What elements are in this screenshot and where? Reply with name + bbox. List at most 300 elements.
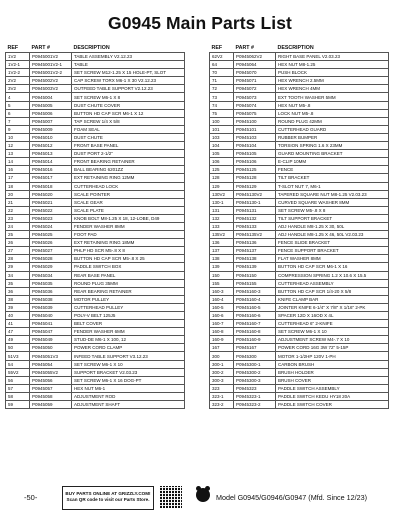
description-cell: EXT TOOTH WASHER 5MM: [276, 93, 389, 101]
table-row: [6, 368, 185, 376]
ref-cell: 323: [210, 384, 234, 392]
part-number-cell: P0945074: [234, 101, 276, 109]
page-number: -50-: [24, 493, 38, 502]
part-number-cell: P0945038: [30, 295, 72, 303]
description-cell: DUST CHUTE COVER: [72, 101, 185, 109]
ref-cell: 12: [6, 142, 30, 150]
part-number-cell: P0945130-1: [234, 198, 276, 206]
ref-cell: 6: [6, 109, 30, 117]
table-row: [6, 320, 185, 328]
ref-cell: 25: [6, 231, 30, 239]
description-cell: BRUSH HOLDER: [276, 368, 389, 376]
description-cell: MOTOR 1-1/2HP 120V 1-PH: [276, 352, 389, 360]
ref-cell: 64: [210, 61, 234, 69]
part-number-cell: P0945025: [30, 231, 72, 239]
description-cell: BALL BEARING 6201ZZ: [72, 166, 185, 174]
description-cell: SET SCREW M5-.8 X 8: [276, 206, 389, 214]
ref-cell: 10: [6, 133, 30, 141]
part-number-cell: P0945131: [234, 206, 276, 214]
part-number-cell: P0945133: [234, 222, 276, 230]
table-row: [6, 279, 185, 287]
table-row: [6, 206, 185, 214]
part-number-cell: P0945056: [30, 376, 72, 384]
description-cell: HEX NUT M5-.8: [276, 101, 389, 109]
table-row: [6, 150, 185, 158]
ref-cell: 58: [6, 392, 30, 400]
table-row: [210, 352, 389, 360]
ref-cell: 104: [210, 142, 234, 150]
page-footer: [0, 484, 400, 517]
part-number-cell: P0945167: [234, 344, 276, 352]
part-number-cell: P0945051V3: [30, 352, 72, 360]
part-number-cell: P0945075: [234, 109, 276, 117]
ref-cell: 136: [210, 239, 234, 247]
ref-cell: 18: [6, 182, 30, 190]
part-number-cell: P0945035: [30, 279, 72, 287]
ref-cell: 135V2: [210, 231, 234, 239]
grizzly-bear-logo-icon: [196, 488, 210, 502]
ref-cell: 72: [210, 85, 234, 93]
ref-cell: 29: [6, 263, 30, 271]
description-cell: DUST PORT 2-1/2": [72, 150, 185, 158]
table-row: [210, 109, 389, 117]
table-row: [210, 53, 389, 61]
description-cell: SCALE POINTER: [72, 190, 185, 198]
description-cell: T-SLOT NUT 7, M6-1: [276, 182, 389, 190]
table-row: [6, 263, 185, 271]
ref-cell: 100: [210, 117, 234, 125]
ref-cell: 155: [210, 279, 234, 287]
ref-cell: 160-6: [210, 312, 234, 320]
ref-cell: 137: [210, 247, 234, 255]
ref-cell: 28: [6, 255, 30, 263]
table-row: [210, 158, 389, 166]
ref-cell: 49: [6, 336, 30, 344]
ref-cell: 54: [6, 360, 30, 368]
table-row: [210, 117, 389, 125]
part-number-cell: P0945006: [30, 109, 72, 117]
part-number-cell: P0945323-2: [234, 401, 276, 409]
description-cell: CUTTERHEAD GUARD: [276, 125, 389, 133]
ref-cell: 24: [6, 222, 30, 230]
description-cell: SET SCREW M6-1 X 10: [276, 328, 389, 336]
part-number-cell: P0945300-3: [234, 376, 276, 384]
ref-cell: 130V2: [210, 190, 234, 198]
part-number-cell: P0945073: [234, 93, 276, 101]
part-number-cell: P0945001V2-1: [30, 61, 72, 69]
description-cell: RUBBER BUMPER: [276, 133, 389, 141]
part-number-cell: P0945059: [30, 401, 72, 409]
ref-cell: 71: [210, 77, 234, 85]
table-row: [6, 77, 185, 85]
part-number-cell: P0945323-1: [234, 392, 276, 400]
table-header-row: [6, 45, 185, 53]
ref-cell: 1V2-2: [6, 69, 30, 77]
part-number-cell: P0945130V2: [234, 190, 276, 198]
description-cell: BUTTON HD CAP SCR M6-1 X 16: [276, 263, 389, 271]
part-number-cell: P0945125: [234, 166, 276, 174]
ref-cell: 2V2: [6, 77, 30, 85]
table-row: [210, 142, 389, 150]
table-row: [6, 295, 185, 303]
table-row: [6, 231, 185, 239]
description-cell: CUTTERHEAD 6" 2-KNIFE: [276, 320, 389, 328]
ref-cell: 74: [210, 101, 234, 109]
description-cell: INFEED TABLE SUPPORT V3.12.23: [72, 352, 185, 360]
table-row: [6, 336, 185, 344]
parts-table-right: [209, 45, 389, 409]
table-row: [210, 150, 389, 158]
description-cell: EXT RETAINING RING 12MM: [72, 174, 185, 182]
table-row: [6, 61, 185, 69]
description-cell: CUTTERHEAD LOCK: [72, 182, 185, 190]
description-cell: FRONT BASE PANEL: [72, 142, 185, 150]
ref-cell: 1V2-1: [6, 61, 30, 69]
part-number-cell: P0945160-4: [234, 295, 276, 303]
description-cell: CARBON BRUSH: [276, 360, 389, 368]
part-number-cell: P0945300-1: [234, 360, 276, 368]
part-number-cell: P0945300-2: [234, 368, 276, 376]
ref-cell: 70: [210, 69, 234, 77]
description-cell: REAR BEARING RETAINER: [72, 287, 185, 295]
part-number-cell: P0945013: [30, 150, 72, 158]
description-cell: SPACER 12D X 16OD X 4L: [276, 312, 389, 320]
buy-parts-headline: BUY PARTS ONLINE AT GRIZZLY.COM!: [65, 491, 151, 496]
part-number-cell: P0945001V2: [30, 53, 72, 61]
table-row: [6, 255, 185, 263]
table-row: [6, 287, 185, 295]
ref-cell: 59: [6, 401, 30, 409]
description-cell: ROUND PLUG 42MM: [276, 117, 389, 125]
ref-cell: 22: [6, 206, 30, 214]
table-row: [210, 190, 389, 198]
description-cell: HEX WRENCH 4MM: [276, 85, 389, 93]
ref-cell: 129: [210, 182, 234, 190]
description-cell: ADJUSTMENT SCREW M4-.7 X 10: [276, 336, 389, 344]
table-row: [210, 312, 389, 320]
ref-cell: 128: [210, 174, 234, 182]
part-number-cell: P0945021: [30, 198, 72, 206]
table-row: [6, 303, 185, 311]
ref-cell: 150: [210, 271, 234, 279]
description-cell: RIGHT BASE PANEL V2.03.23: [276, 53, 389, 61]
description-cell: SET SCREW M6-1 X 16 DOG-PT: [72, 376, 185, 384]
description-cell: TABLE ASSEMBLY V2.12.23: [72, 53, 185, 61]
ref-header: REF: [7, 45, 19, 51]
description-cell: BELT COVER: [72, 320, 185, 328]
description-cell: TAP SCREW 1/4 X 5/8: [72, 117, 185, 125]
ref-cell: 20: [6, 190, 30, 198]
description-cell: POLY-V BELT 125J5: [72, 312, 185, 320]
ref-cell: 160-7: [210, 320, 234, 328]
part-number-cell: P0945136: [234, 239, 276, 247]
table-row: [6, 376, 185, 384]
ref-cell: 106: [210, 158, 234, 166]
part-number-cell: P0945100: [234, 117, 276, 125]
table-row: [210, 198, 389, 206]
table-row: [210, 101, 389, 109]
part-number-cell: P0945026: [30, 239, 72, 247]
table-row: [210, 214, 389, 222]
part-number-cell: P0945009: [30, 125, 72, 133]
table-row: [210, 376, 389, 384]
part-number-cell: P0945160-3: [234, 287, 276, 295]
table-row: [6, 85, 185, 93]
table-row: [210, 360, 389, 368]
ref-cell: 160-3: [210, 287, 234, 295]
part-number-cell: P0945160-8: [234, 328, 276, 336]
model-info: Model G0945/G0946/G0947 (Mfd. Since 12/23): [216, 493, 368, 502]
ref-cell: 323-2: [210, 401, 234, 409]
ref-cell: 26: [6, 239, 30, 247]
ref-cell: 23: [6, 214, 30, 222]
part-number-cell: P0945027: [30, 247, 72, 255]
part-number-cell: P0945106: [234, 158, 276, 166]
ref-cell: 16: [6, 166, 30, 174]
table-row: [210, 263, 389, 271]
part-number-cell: P0945058: [30, 392, 72, 400]
ref-cell: 300: [210, 352, 234, 360]
ref-cell: 160-4: [210, 295, 234, 303]
part-number-cell: P0945160-9: [234, 336, 276, 344]
table-row: [6, 384, 185, 392]
description-cell: PADDLE SWITCH ASSEMBLY: [276, 384, 389, 392]
ref-cell: 50: [6, 344, 30, 352]
table-row: [6, 344, 185, 352]
table-row: [6, 328, 185, 336]
table-row: [210, 239, 389, 247]
description-cell: CURVED SQUARE WASHER 8MM: [276, 198, 389, 206]
description-cell: HEX WRENCH 2.5MM: [276, 77, 389, 85]
table-row: [6, 125, 185, 133]
ref-cell: 323-1: [210, 392, 234, 400]
part-number-cell: P0945129: [234, 182, 276, 190]
description-cell: OUTFEED TABLE SUPPORT V2.12.23: [72, 85, 185, 93]
ref-cell: 132: [210, 214, 234, 222]
part-number-cell: P0945135V2: [234, 231, 276, 239]
part-number-cell: P0945071: [234, 77, 276, 85]
part-number-cell: P0945018: [30, 182, 72, 190]
description-cell: FOOT PAD: [72, 231, 185, 239]
ref-cell: 160-9: [210, 336, 234, 344]
part-number-cell: P0945137: [234, 247, 276, 255]
ref-cell: 131: [210, 206, 234, 214]
description-cell: HEX NUT M6-1: [72, 384, 185, 392]
description-cell: JOINTER KNIFE 6-1/4" X 7/8" X 1/16" 2-PK: [276, 303, 389, 311]
table-row: [6, 182, 185, 190]
ref-cell: 17: [6, 174, 30, 182]
ref-cell: 300-1: [210, 360, 234, 368]
description-cell: REAR BASE PANEL: [72, 271, 185, 279]
ref-cell: 34: [6, 271, 30, 279]
description-cell: PADDLE SWITCH COVER: [276, 401, 389, 409]
ref-cell: 105: [210, 150, 234, 158]
description-cell: SET SCREW M12-1.25 X 15 HOLE-PT, SLOT: [72, 69, 185, 77]
description-cell: ROUND PLUG 35MM: [72, 279, 185, 287]
description-cell: CUTTERHEAD PULLEY: [72, 303, 185, 311]
ref-cell: 62V2: [210, 53, 234, 61]
table-row: [6, 392, 185, 400]
part-number-cell: P0945128: [234, 174, 276, 182]
description-cell: TILT BRACKET: [276, 174, 389, 182]
description-cell: FRONT BEARING RETAINER: [72, 158, 185, 166]
part-number-cell: P0945070: [234, 69, 276, 77]
table-row: [210, 206, 389, 214]
part-number-cell: P0945139: [234, 263, 276, 271]
table-row: [210, 222, 389, 230]
part-number-cell: P0945036: [30, 287, 72, 295]
description-cell: FENCE: [276, 166, 389, 174]
ref-cell: 125: [210, 166, 234, 174]
part-number-cell: P0945323: [234, 384, 276, 392]
ref-cell: 38: [6, 295, 30, 303]
ref-cell: 5: [6, 101, 30, 109]
table-row: [210, 174, 389, 182]
table-row: [210, 61, 389, 69]
description-cell: CUTTERHEAD ASSEMBLY: [276, 279, 389, 287]
description-cell: KNOB BOLT M8-1.25 X 18, 12-LOBE, D49: [72, 214, 185, 222]
part-number-cell: P0945062V2: [234, 53, 276, 61]
table-row: [210, 271, 389, 279]
description-header: DESCRIPTION: [73, 45, 110, 51]
part-number-cell: P0945160-7: [234, 320, 276, 328]
table-row: [210, 392, 389, 400]
part-number-cell: P0945012: [30, 142, 72, 150]
ref-cell: 39: [6, 303, 30, 311]
ref-cell: 21: [6, 198, 30, 206]
description-cell: BUTTON HD CAP SCR 1/4-20 X 5/8: [276, 287, 389, 295]
table-row: [6, 101, 185, 109]
table-row: [210, 336, 389, 344]
description-cell: TORSION SPRING 1.6 X 23MM: [276, 142, 389, 150]
table-row: [210, 166, 389, 174]
part-number-header: PART #: [31, 45, 50, 51]
table-row: [210, 125, 389, 133]
part-number-cell: P0945064: [234, 61, 276, 69]
ref-cell: 160-8: [210, 328, 234, 336]
description-cell: EXT RETAINING RING 18MM: [72, 239, 185, 247]
table-row: [6, 214, 185, 222]
part-number-cell: P0945050: [30, 344, 72, 352]
ref-cell: 1V2: [6, 53, 30, 61]
description-cell: PHLP HD SCR M5-.8 X 8: [72, 247, 185, 255]
description-cell: FENCE SLIDE BRACKET: [276, 239, 389, 247]
table-row: [210, 231, 389, 239]
part-number-cell: P0945014: [30, 158, 72, 166]
ref-cell: 7: [6, 117, 30, 125]
table-row: [210, 401, 389, 409]
part-number-cell: P0945007: [30, 117, 72, 125]
ref-cell: 41: [6, 320, 30, 328]
table-row: [6, 360, 185, 368]
part-number-cell: P0945029: [30, 263, 72, 271]
ref-cell: 101: [210, 125, 234, 133]
ref-cell: 56: [6, 376, 30, 384]
table-row: [6, 401, 185, 409]
table-row: [210, 279, 389, 287]
ref-cell: 9: [6, 125, 30, 133]
table-row: [6, 93, 185, 101]
description-cell: ADJUSTMENT SHAFT: [72, 401, 185, 409]
table-row: [210, 133, 389, 141]
table-row: [210, 320, 389, 328]
ref-cell: 138: [210, 255, 234, 263]
ref-cell: 35: [6, 279, 30, 287]
table-row: [6, 117, 185, 125]
table-row: [6, 53, 185, 61]
description-cell: POWER CORD 16G 3W 72" 5-15P: [276, 344, 389, 352]
ref-cell: 51V3: [6, 352, 30, 360]
table-row: [6, 166, 185, 174]
description-cell: FENDER WASHER 6MM: [72, 328, 185, 336]
description-cell: SUPPORT BRACKET V2.03.23: [72, 368, 185, 376]
description-cell: LOCK NUT M5-.8: [276, 109, 389, 117]
parts-table-left: [5, 45, 185, 409]
ref-cell: 133: [210, 222, 234, 230]
description-cell: TAPERED SQUARE NUT M8-1.25 V2.03.23: [276, 190, 389, 198]
part-number-cell: P0945105: [234, 150, 276, 158]
part-number-cell: P0945034: [30, 271, 72, 279]
ref-cell: 13: [6, 150, 30, 158]
buy-parts-subline: Scan QR code to visit our Parts Store.: [66, 497, 150, 502]
table-row: [6, 198, 185, 206]
description-cell: TILT SUPPORT BRACKET: [276, 214, 389, 222]
part-number-cell: P0945017: [30, 174, 72, 182]
table-row: [210, 255, 389, 263]
ref-cell: 300-2: [210, 368, 234, 376]
ref-cell: 75: [210, 109, 234, 117]
part-number-cell: P0945047: [30, 328, 72, 336]
ref-cell: 130-1: [210, 198, 234, 206]
description-cell: COMPRESSION SPRING 1.2 X 10.6 X 15.5: [276, 271, 389, 279]
part-number-cell: P0945132: [234, 214, 276, 222]
description-cell: BUTTON HD CAP SCR M6-1 X 12: [72, 109, 185, 117]
part-number-cell: P0945002V2: [30, 77, 72, 85]
table-row: [210, 295, 389, 303]
table-row: [6, 133, 185, 141]
part-number-cell: P0945039: [30, 303, 72, 311]
part-number-cell: P0945300: [234, 352, 276, 360]
table-row: [6, 222, 185, 230]
part-number-cell: P0945005: [30, 101, 72, 109]
part-number-cell: P0945155: [234, 279, 276, 287]
qr-code-icon[interactable]: [160, 486, 182, 508]
ref-cell: 27: [6, 247, 30, 255]
buy-parts-box[interactable]: [62, 486, 154, 510]
table-row: [6, 158, 185, 166]
ref-cell: 57: [6, 384, 30, 392]
description-cell: CAP SCREW TORX M6-1 X 30 V2.12.23: [72, 77, 185, 85]
part-number-cell: P0945040: [30, 312, 72, 320]
description-cell: FOAM SEAL: [72, 125, 185, 133]
right-table-body: [210, 53, 389, 409]
description-cell: SET SCREW M6-1 X 10: [72, 360, 185, 368]
table-row: [210, 85, 389, 93]
part-number-cell: P0945041: [30, 320, 72, 328]
part-number-cell: P0945057: [30, 384, 72, 392]
part-number-cell: P0945160-6: [234, 312, 276, 320]
description-cell: SCALE GEAR: [72, 198, 185, 206]
ref-cell: 36: [6, 287, 30, 295]
ref-cell: 73: [210, 93, 234, 101]
description-cell: PADDLE SWITCH BOX: [72, 263, 185, 271]
part-number-cell: P0945101: [234, 125, 276, 133]
part-number-cell: P0945020: [30, 190, 72, 198]
ref-cell: 139: [210, 263, 234, 271]
part-number-header: PART #: [235, 45, 254, 51]
table-row: [6, 142, 185, 150]
description-cell: HEX NUT M8-1.25: [276, 61, 389, 69]
